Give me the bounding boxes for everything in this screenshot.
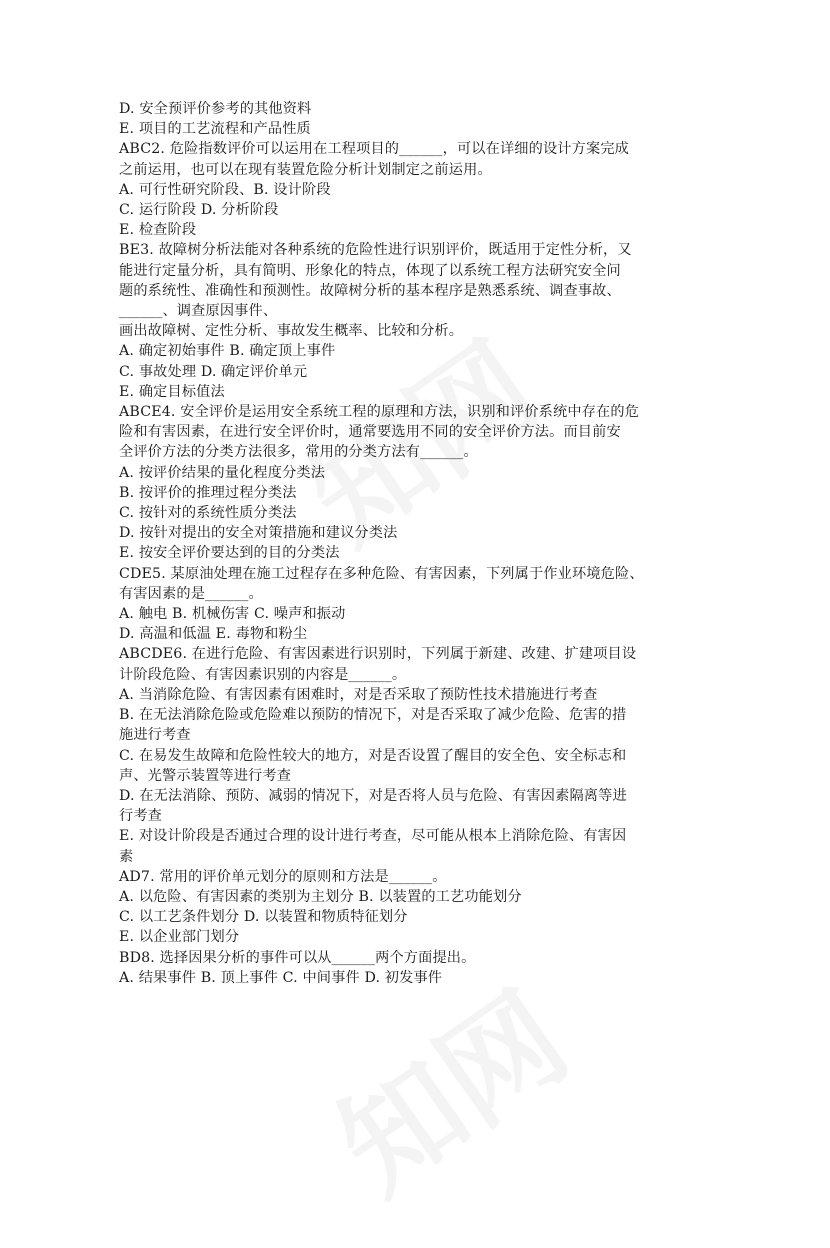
option-line: A. 按评价结果的量化程度分类法 — [119, 464, 326, 481]
option-line: E. 确定目标值法 — [119, 383, 225, 400]
text-line: 险和有害因素，在进行安全评价时，通常要选用不同的安全评价方法。而目前安 — [119, 424, 621, 441]
question-line: CDE5. 某原油处理在施工过程存在多种危险、有害因素，下列属于作业环境危险、 — [119, 565, 644, 582]
question-line: ABCE4. 安全评价是运用安全系统工程的原理和方法，识别和评价系统中存在的危 — [119, 404, 640, 421]
question-line: BD8. 选择因果分析的事件可以从______两个方面提出。 — [119, 949, 476, 966]
option-line: C. 以工艺条件划分 D. 以装置和物质特征划分 — [119, 909, 408, 926]
option-line: A. 当消除危险、有害因素有困难时，对是否采取了预防性技术措施进行考查 — [119, 686, 598, 703]
option-line: C. 事故处理 D. 确定评价单元 — [119, 363, 308, 380]
option-line: A. 触电 B. 机械伤害 C. 噪声和振动 — [119, 606, 346, 623]
option-line: B. 在无法消除危险或危险难以预防的情况下，对是否采取了减少危险、危害的措 — [119, 707, 627, 724]
text-line: 声、光警示装置等进行考查 — [119, 767, 292, 784]
option-line: E. 以企业部门划分 — [119, 929, 240, 946]
option-line: D. 在无法消除、预防、减弱的情况下，对是否将人员与危险、有害因素隔离等进 — [119, 787, 627, 804]
option-line: A. 结果事件 B. 顶上事件 C. 中间事件 D. 初发事件 — [119, 969, 443, 986]
text-line: 画出故障树、定性分析、事故发生概率、比较和分析。 — [119, 323, 464, 340]
option-line: C. 运行阶段 D. 分析阶段 — [119, 202, 279, 219]
text-line: 计阶段危险、有害因素识别的内容是______。 — [119, 666, 407, 683]
option-line: A. 可行性研究阶段、B. 设计阶段 — [119, 181, 331, 198]
option-line: A. 以危险、有害因素的类别为主划分 B. 以装置的工艺功能划分 — [119, 888, 522, 905]
text-line: 全评价方法的分类方法很多，常用的分类方法有______。 — [119, 444, 478, 461]
option-line: E. 检查阶段 — [119, 222, 197, 239]
text-line: 题的系统性、准确性和预测性。故障树分析的基本程序是熟悉系统、调查事故、 — [119, 282, 621, 299]
text-line: 素 — [119, 848, 134, 865]
question-line: ABC2. 危险指数评价可以运用在工程项目的______，可以在详细的设计方案完成 — [119, 141, 629, 158]
text-line: D. 安全预评价参考的其他资料 — [119, 101, 312, 117]
text-line: 行考查 — [119, 808, 163, 825]
text-line: E. 项目的工艺流程和产品性质 — [119, 121, 311, 138]
option-line: D. 高温和低温 E. 毒物和粉尘 — [119, 626, 308, 643]
option-line: C. 在易发生故障和危险性较大的地方，对是否设置了醒目的安全色、安全标志和 — [119, 747, 627, 764]
option-line: E. 按安全评价要达到的目的分类法 — [119, 545, 340, 562]
question-line: BE3. 故障树分析法能对各种系统的危险性进行识别评价，既适用于定性分析，又 — [119, 242, 632, 259]
text-line: 能进行定量分析，具有简明、形象化的特点，体现了以系统工程方法研究安全问 — [119, 262, 621, 279]
option-line: A. 确定初始事件 B. 确定顶上事件 — [119, 343, 336, 360]
text-line: 有害因素的是______。 — [119, 585, 263, 602]
option-line: C. 按针对的系统性质分类法 — [119, 505, 297, 522]
document-body — [119, 99, 719, 988]
option-line: E. 对设计阶段是否通过合理的设计进行考查，尽可能从根本上消除危险、有害因 — [119, 828, 627, 845]
option-line: D. 按针对提出的安全对策措施和建议分类法 — [119, 525, 398, 542]
option-line: B. 按评价的推理过程分类法 — [119, 484, 297, 501]
text-line: 之前运用，也可以在现有装置危险分析计划制定之前运用。 — [119, 161, 492, 178]
text-line: ______、调查原因事件、 — [119, 303, 278, 320]
question-line: ABCDE6. 在进行危险、有害因素进行识别时，下列属于新建、改建、扩建项目设 — [119, 646, 637, 663]
question-line: AD7. 常用的评价单元划分的原则和方法是______。 — [119, 868, 447, 885]
text-line: 施进行考查 — [119, 727, 191, 744]
